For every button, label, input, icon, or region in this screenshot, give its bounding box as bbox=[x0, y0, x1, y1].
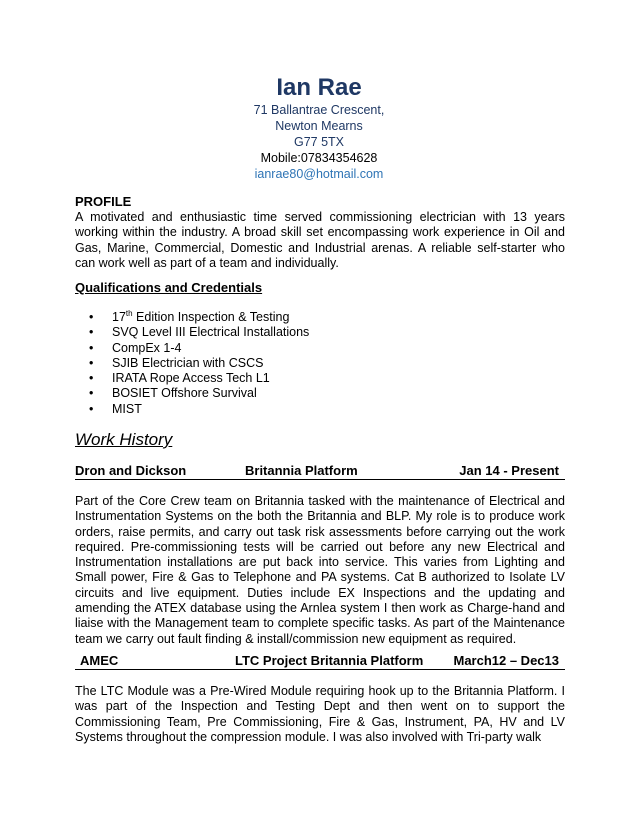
bullet-icon: • bbox=[89, 401, 94, 416]
work-history-title: Work History bbox=[75, 430, 173, 449]
job-entry-2 bbox=[75, 653, 565, 745]
work-history-title-block bbox=[75, 430, 565, 450]
qualification-item: • BOSIET Offshore Survival bbox=[89, 386, 257, 401]
qualification-item: • SVQ Level III Electrical Installations bbox=[89, 325, 310, 340]
qualifications-title: Qualifications and Credentials bbox=[75, 280, 263, 295]
qualifications-list bbox=[75, 310, 565, 417]
qualification-item: • IRATA Rope Access Tech L1 bbox=[89, 371, 270, 386]
profile-text: A motivated and enthusiastic time served commissioning electrician with 13 years working within the industry. A broad skill set encompassing work experience in Oil and Gas, Marine, Commercial, Domestic and Industrial arenas. A reliable self-starter who can work well as part of a team and individually. bbox=[75, 210, 565, 270]
bullet-icon: • bbox=[89, 310, 94, 324]
qualification-item: • MIST bbox=[89, 401, 142, 416]
bullet-icon: • bbox=[89, 340, 94, 355]
address-line-2: Newton Mearns bbox=[275, 119, 363, 133]
cv-header bbox=[0, 74, 638, 182]
job-entry-1 bbox=[75, 463, 565, 647]
job-company: Dron and Dickson bbox=[75, 463, 187, 478]
job-description: The LTC Module was a Pre-Wired Module requiring hook up to the Britannia Platform. I was part of the Inspection and Testing Dept and then went on to support the Commissioning Team, Pre Commissioning, Fire & Gas, Instrument, PA, HV and LV Systems throughout the compression module. I was also involved with Tri-party walk bbox=[75, 684, 565, 744]
qualification-item: • CompEx 1-4 bbox=[89, 340, 182, 355]
email-link[interactable]: ianrae80@hotmail.com bbox=[254, 167, 384, 181]
profile-title: PROFILE bbox=[75, 194, 132, 209]
job-header-row bbox=[75, 463, 565, 480]
job-dates: Jan 14 - Present bbox=[459, 463, 559, 478]
qualification-item: • SJIB Electrician with CSCS bbox=[89, 355, 264, 370]
job-company: AMEC bbox=[80, 653, 119, 668]
job-dates: March12 – Dec13 bbox=[453, 653, 559, 668]
candidate-name: Ian Rae bbox=[276, 74, 362, 101]
qualifications-section bbox=[75, 280, 565, 417]
postcode: G77 5TX bbox=[293, 135, 345, 149]
job-description: Part of the Core Crew team on Britannia tasked with the maintenance of Electrical and Instrumentation Systems on the both the Britannia and BLP. My role is to produce work orders, raise permits, and carry out task risk assessments before carrying out the work required. Pre-commissioning tests will be carried out before any new Electrical and Instrumentation installations are put back into service. This varies from Lighting and Small power, Fire & Gas to Telephone and PA systems. Cat B authorized to Isolate LV circuits and live equipment. Duties include EX Inspections and the updating and amending the ATEX database using the Arnlea system I then work as Charge-hand and liaise with the Management team to complete specific tasks. As part of the Maintenance team we carry out fault finding & install/commission new equipment as required. bbox=[75, 494, 565, 646]
bullet-icon: • bbox=[89, 371, 94, 386]
address-line-1: 71 Ballantrae Crescent, bbox=[253, 103, 385, 117]
qualification-item: • 17th Edition Inspection & Testing bbox=[89, 308, 290, 324]
mobile-number: Mobile:07834354628 bbox=[260, 151, 378, 165]
job-project: Britannia Platform bbox=[245, 463, 358, 478]
bullet-icon: • bbox=[89, 386, 94, 401]
bullet-icon: • bbox=[89, 355, 94, 370]
job-project: LTC Project Britannia Platform bbox=[235, 653, 424, 668]
bullet-icon: • bbox=[89, 325, 94, 340]
job-header-row bbox=[75, 653, 565, 670]
profile-section bbox=[75, 194, 565, 271]
